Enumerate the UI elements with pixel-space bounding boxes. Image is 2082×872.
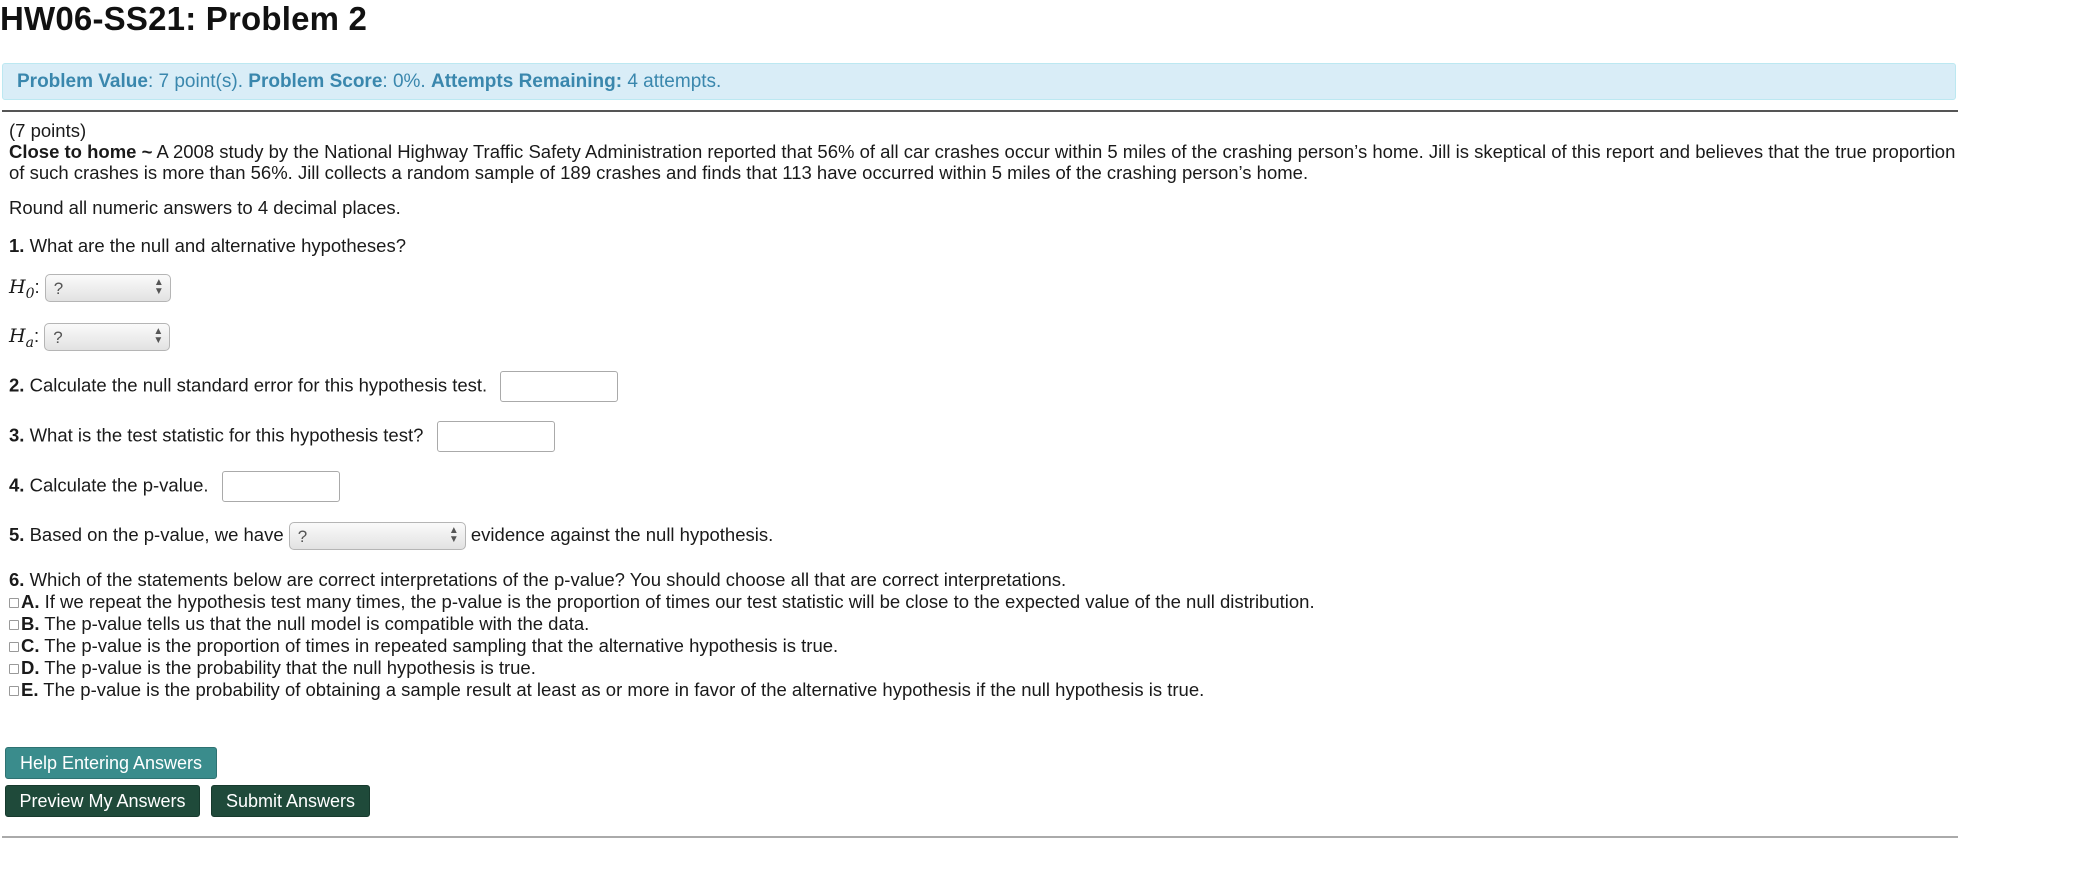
problem-value-text: : 7 point(s). xyxy=(147,71,249,92)
points-label: (7 points) xyxy=(9,120,87,141)
standard-error-input[interactable] xyxy=(500,371,618,402)
submit-answers-button[interactable]: Submit Answers xyxy=(211,785,370,817)
preview-answers-button[interactable]: Preview My Answers xyxy=(5,785,200,817)
q3-text: What is the test statistic for this hypothesis test? xyxy=(24,424,424,446)
question-4 xyxy=(9,471,340,502)
attempts-remaining-label: Attempts Remaining: xyxy=(430,71,623,92)
problem-statement xyxy=(9,120,1959,183)
evidence-strength-select[interactable]: ? ▲ ▼ xyxy=(289,522,466,550)
select-arrows-icon: ▲ ▼ xyxy=(153,277,164,297)
q6-option-d: D. The p-value is the probability that the null hypothesis is true. xyxy=(9,657,1315,679)
q6-text: Which of the statements below are correct interpretations of the p-value? You should choose all that are correct interpretations. xyxy=(24,569,1067,590)
q2-number: 2. xyxy=(9,374,25,396)
problem-value-label: Problem Value xyxy=(17,71,148,92)
q3-number: 3. xyxy=(9,424,25,446)
problem-body xyxy=(9,141,1959,183)
q2-text: Calculate the null standard error for this hypothesis test. xyxy=(24,374,488,396)
question-3 xyxy=(9,421,555,452)
page-title: HW06-SS21: Problem 2 xyxy=(0,0,368,37)
test-statistic-input[interactable] xyxy=(437,421,555,452)
q4-number: 4. xyxy=(9,474,25,496)
q6-option-a: A. If we repeat the hypothesis test many times, the p-value is the proportion of times our test statistic will be close to the expected value of the null distribution. xyxy=(9,591,1315,613)
q6-checkbox-b[interactable] xyxy=(9,620,19,630)
problem-score-text: : 0%. xyxy=(382,71,431,92)
q6-checkbox-d[interactable] xyxy=(9,664,19,674)
q5-text-after: evidence against the null hypothesis. xyxy=(470,523,774,545)
problem-info-bar xyxy=(2,63,1956,100)
q4-text: Calculate the p-value. xyxy=(24,474,209,496)
q1-text: What are the null and alternative hypotheses? xyxy=(24,235,406,256)
bottom-divider xyxy=(2,836,1958,838)
h0-label: $H_0$ xyxy=(9,275,35,302)
q1-number: 1. xyxy=(9,235,25,256)
question-2 xyxy=(9,371,618,402)
q5-text-before: Based on the p-value, we have xyxy=(24,523,284,545)
ha-label: $H_a$ xyxy=(9,324,34,351)
p-value-input[interactable] xyxy=(222,471,340,502)
ha-select[interactable]: ? ▲ ▼ xyxy=(44,323,170,351)
q6-checkbox-a[interactable] xyxy=(9,598,19,608)
q6-option-b: B. The p-value tells us that the null model is compatible with the data. xyxy=(9,613,1315,635)
q6-number: 6. xyxy=(9,569,25,590)
q6-option-c: C. The p-value is the proportion of times in repeated sampling that the alternative hypothesis is true. xyxy=(9,635,1315,657)
h0-row: $H_0$: ? ▲ ▼ xyxy=(9,274,171,305)
q6-checkbox-c[interactable] xyxy=(9,642,19,652)
help-entering-answers-button[interactable]: Help Entering Answers xyxy=(5,747,217,779)
h0-select[interactable]: ? ▲ ▼ xyxy=(45,274,171,302)
round-note: Round all numeric answers to 4 decimal places. xyxy=(9,197,401,218)
q6-checkbox-e[interactable] xyxy=(9,686,19,696)
question-5 xyxy=(9,522,773,550)
problem-score-label: Problem Score xyxy=(248,71,383,92)
problem-text: A 2008 study by the National Highway Traffic Safety Administration reported that 56% of all car crashes occur within 5 miles of the crashing person’s home. Jill is skeptical of this report and believes that the true proportion of such crashes is more than 56%. Jill collects a random sample of 189 crashes and finds that 113 have occurred within 5 miles of the crashing person’s home. xyxy=(9,141,1956,183)
top-divider xyxy=(2,110,1958,112)
ha-row: $H_a$: ? ▲ ▼ xyxy=(9,323,170,354)
select-arrows-icon: ▲ ▼ xyxy=(448,525,459,545)
attempts-remaining-text: 4 attempts. xyxy=(622,71,722,92)
q6-option-e: E. The p-value is the probability of obtaining a sample result at least as or more in favor of the alternative hypothesis if the null hypothesis is true. xyxy=(9,679,1315,701)
question-1 xyxy=(9,235,406,257)
problem-title: Close to home ~ xyxy=(9,141,153,162)
question-6 xyxy=(9,569,1315,701)
q5-number: 5. xyxy=(9,523,25,545)
select-arrows-icon: ▲ ▼ xyxy=(153,326,164,346)
